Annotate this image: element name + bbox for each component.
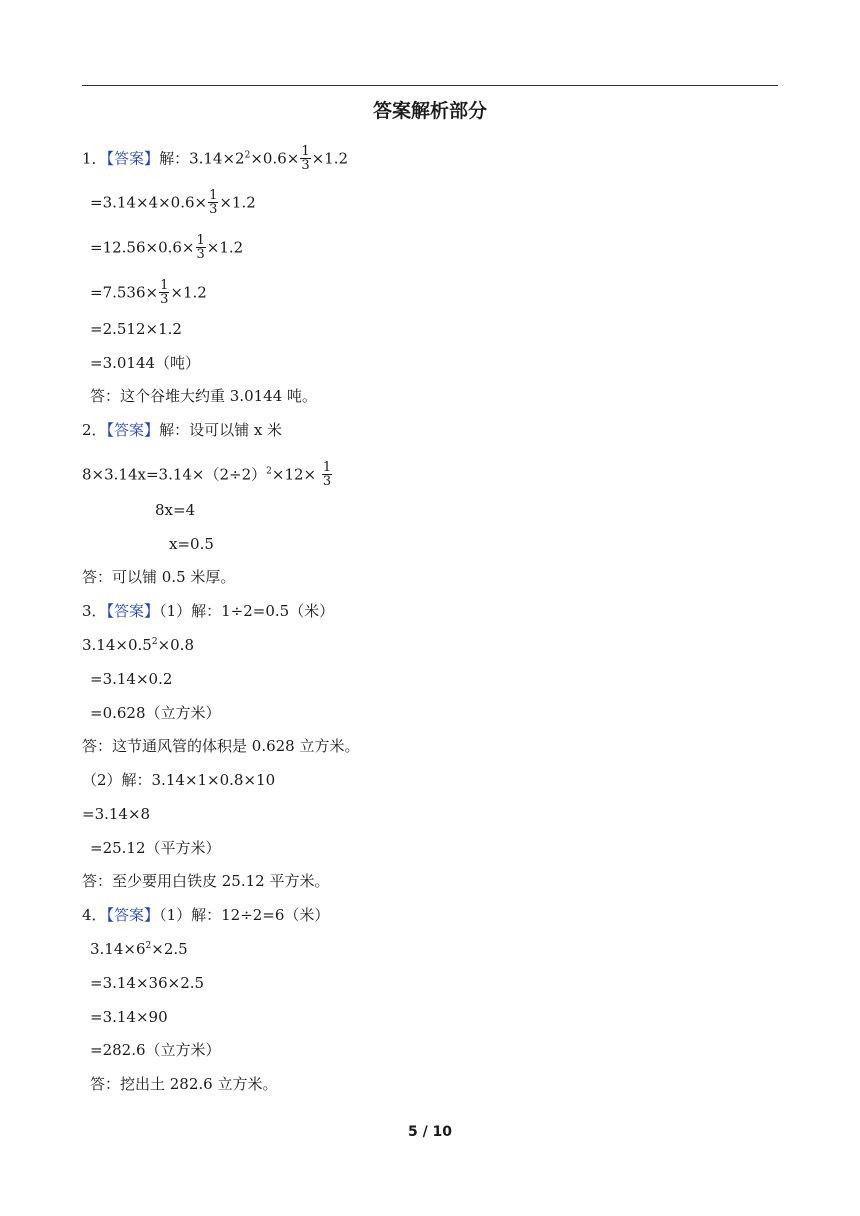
- answer-tag: 【答案】: [106, 602, 160, 620]
- answer-tag: 【答案】: [106, 906, 160, 924]
- q3-line-8: =25.12（平方米）: [90, 839, 221, 857]
- q3-line-2: $3.14\times 0.5^2\times 0.8$: [82, 636, 194, 654]
- q2-line-2: $8\times 3.14x=3.14\times(2\div 2)^2\times 12\times$ $\frac{1}{3}$: [82, 460, 332, 489]
- q2-line-4: x=0.5: [169, 535, 214, 553]
- q1-line-5: =2.512×1.2: [90, 320, 182, 338]
- q2-line-3: 8x=4: [155, 501, 196, 519]
- page-number: 5 / 10: [407, 1124, 453, 1140]
- answer-tag: 【答案】: [106, 149, 160, 168]
- q4-line-3: =3.14×36×2.5: [90, 974, 205, 992]
- answer-tag: 【答案】: [106, 421, 160, 439]
- q3-answer-2: 答：至少要用白铁皮 25.12 平方米。: [82, 872, 330, 890]
- q4-line-4: =3.14×90: [90, 1008, 168, 1026]
- q2-answer: 答：可以铺 0.5 米厚。: [82, 568, 236, 586]
- q3-line-7: =3.14×8: [82, 805, 151, 823]
- q2-line-1: 2．【答案】解：设可以铺 x 米: [82, 421, 283, 439]
- header-rule: [82, 85, 778, 86]
- q3-answer-1: 答：这节通风管的体积是 0.628 立方米。: [82, 737, 360, 755]
- fraction-one-third: $\frac{1}{3}$: [209, 188, 218, 217]
- q1-line-2: =3.14×4×0.6× $\frac{1}{3}$ ×1.2: [90, 188, 256, 217]
- q3-line-3: =3.14×0.2: [90, 670, 173, 688]
- q2-number: 2．: [82, 421, 107, 439]
- page-title: 答案解析部分: [372, 100, 487, 122]
- q1-number: 1．: [82, 149, 107, 168]
- q3-line-6: （2）解：3.14×1×0.8×10: [82, 771, 276, 789]
- q4-number: 4．: [82, 906, 107, 924]
- q4-answer: 答：挖出土 282.6 立方米。: [90, 1075, 278, 1093]
- q4-line-2: $3.14\times 6^2\times 2.5$: [90, 940, 188, 958]
- q1-line-1: 1．【答案】解：$3.14\times 2^2\times 0.6\times$ $\frac{1}{3}$ ×1.2: [82, 144, 349, 173]
- q1-line-4: =7.536× $\frac{1}{3}$ ×1.2: [90, 278, 207, 307]
- fraction-one-third: $\frac{1}{3}$: [322, 460, 332, 489]
- fraction-one-third: $\frac{1}{3}$: [196, 233, 205, 262]
- q3-line-4: =0.628（立方米）: [90, 704, 221, 722]
- q4-line-5: =282.6（立方米）: [90, 1041, 221, 1059]
- q1-answer: 答：这个谷堆大约重 3.0144 吨。: [90, 387, 318, 405]
- q3-line-1: 3．【答案】（1）解：1÷2=0.5（米）: [82, 602, 335, 620]
- fraction-one-third: $\frac{1}{3}$: [301, 144, 310, 173]
- q1-line-3: =12.56×0.6× $\frac{1}{3}$ ×1.2: [90, 233, 244, 262]
- q1-line-6: =3.0144（吨）: [90, 354, 201, 372]
- q3-number: 3．: [82, 602, 107, 620]
- q4-line-1: 4．【答案】（1）解：12÷2=6（米）: [82, 906, 330, 924]
- fraction-one-third: $\frac{1}{3}$: [160, 278, 169, 307]
